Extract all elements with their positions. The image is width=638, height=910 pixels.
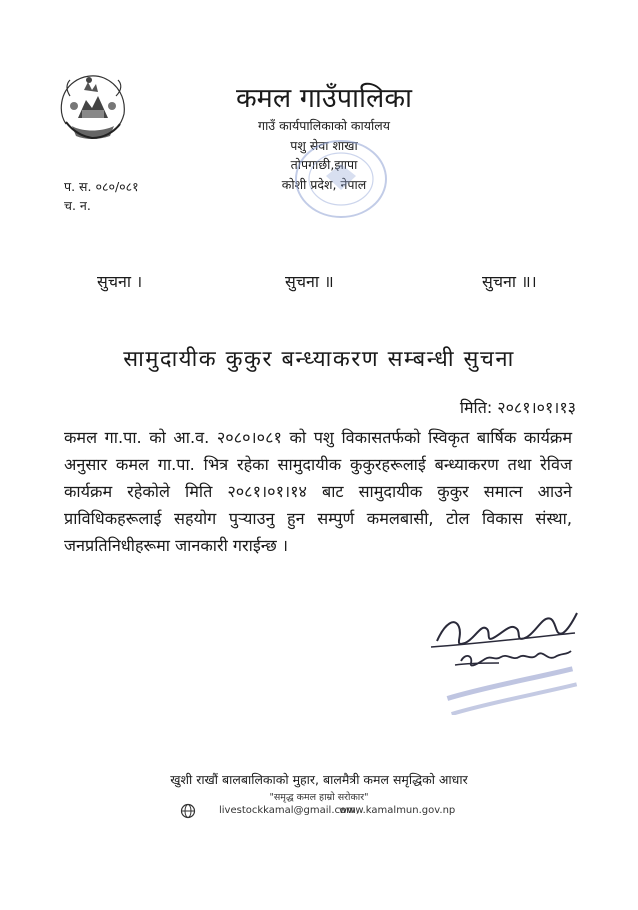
office-seal-stamp — [292, 136, 390, 222]
officer-signature — [425, 603, 595, 715]
office-location: तोपगाछी,झापा — [290, 157, 358, 172]
reference-number: प. स. ०८०/०८१ — [64, 179, 139, 194]
branch-name: पशु सेवा शाखा — [290, 138, 358, 153]
notice-body: कमल गा.पा. को आ.व. २०८०।०८१ को पशु विकासतर्फको स्विकृत बार्षिक कार्यक्रम अनुसार कमल गा.पा. भित्र रहेका सामुदायीक कुकुरहरूलाई बन्ध्याकरण तथा रेविज कार्यक्रम रहेकोले मिति २०८१।०१।१४ बाट सामुदायीक कुकुर समात्न आउने प्राविधिकहरूलाई सहयोग पुर्‍याउनु हुन सम्पुर्ण कमलबासी, टोल विकास संस्था, जनप्रतिनिधीहरूमा जानकारी गराईन्छ । — [64, 428, 572, 555]
dispatch-number: च. न. — [64, 198, 91, 213]
office-subtitle: गाउँ कार्यपालिकाको कार्यालय — [258, 118, 390, 133]
footer-contact — [180, 803, 600, 823]
globe-icon — [180, 803, 196, 819]
footer-slogan: खुशी राखौं बालबालिकाको मुहार, बालमैत्री कमल समृद्धिको आधार — [170, 772, 468, 787]
contact-email-link[interactable]: livestockkamal@gmail.com, — [219, 805, 360, 816]
notice-heading-1: सुचना । — [97, 272, 143, 291]
notice-subject: सामुदायीक कुकुर बन्ध्याकरण सम्बन्धी सुचना — [123, 347, 515, 372]
notice-heading-2: सुचना ॥ — [285, 272, 334, 291]
notice-date: मिति: २०८१।०१।१३ — [459, 398, 576, 417]
footer-tagline: "समृद्ध कमल हाम्रो सरोकार" — [269, 792, 369, 803]
office-name-title: कमल गाउँपालिका — [235, 83, 413, 114]
notice-heading-3: सुचना ॥। — [482, 272, 537, 291]
office-province: कोशी प्रदेश, नेपाल — [281, 177, 367, 192]
website-link[interactable]: www.kamalmun.gov.np — [339, 805, 456, 816]
